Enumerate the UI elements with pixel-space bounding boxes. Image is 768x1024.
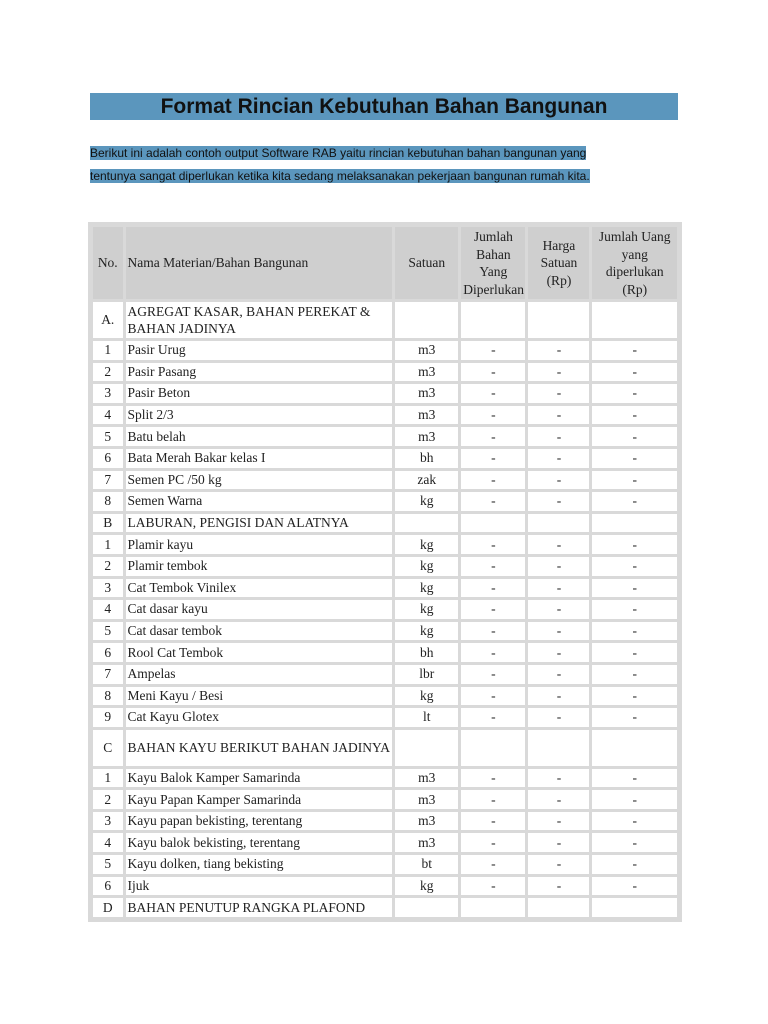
cell-total: -: [592, 341, 677, 360]
intro-paragraph: [90, 142, 680, 188]
cell-unit: m3: [395, 812, 458, 831]
cell-no: 8: [93, 492, 123, 511]
cell-unit: m3: [395, 384, 458, 403]
cell-no: 1: [93, 341, 123, 360]
cell-quantity: -: [461, 708, 525, 727]
cell-total: -: [592, 492, 677, 511]
cell-total: -: [592, 622, 677, 641]
cell-total: -: [592, 579, 677, 598]
cell-no: A.: [93, 302, 123, 338]
cell-quantity: -: [461, 643, 525, 662]
title-banner: [90, 93, 678, 120]
cell-unit: kg: [395, 877, 458, 896]
cell-material-name: Pasir Pasang: [126, 363, 393, 382]
cell-unit-price: -: [528, 492, 589, 511]
cell-no: 4: [93, 600, 123, 619]
cell-no: C: [93, 730, 123, 766]
cell-no: 2: [93, 557, 123, 576]
cell-total: -: [592, 535, 677, 554]
cell-no: 4: [93, 833, 123, 852]
cell-no: 3: [93, 812, 123, 831]
cell-unit: [395, 514, 458, 533]
cell-no: 1: [93, 535, 123, 554]
cell-unit: m3: [395, 769, 458, 788]
cell-quantity: -: [461, 384, 525, 403]
cell-unit-price: -: [528, 384, 589, 403]
cell-quantity: -: [461, 471, 525, 490]
cell-material-name: Kayu Balok Kamper Samarinda: [126, 769, 393, 788]
cell-material-name: Semen Warna: [126, 492, 393, 511]
cell-unit-price: -: [528, 579, 589, 598]
cell-unit-price: -: [528, 769, 589, 788]
cell-unit: m3: [395, 341, 458, 360]
cell-total: -: [592, 427, 677, 446]
cell-no: 6: [93, 643, 123, 662]
cell-unit: zak: [395, 471, 458, 490]
cell-total: -: [592, 643, 677, 662]
cell-material-name: Cat dasar kayu: [126, 600, 393, 619]
cell-unit: m3: [395, 363, 458, 382]
table-row: [93, 622, 677, 641]
cell-total: -: [592, 600, 677, 619]
cell-no: 6: [93, 449, 123, 468]
cell-total: -: [592, 833, 677, 852]
table-section-row: [93, 302, 677, 338]
cell-no: B: [93, 514, 123, 533]
intro-line-1: Berikut ini adalah contoh output Software RAB yaitu rincian kebutuhan bahan bangunan yang: [90, 146, 587, 160]
header-total: Jumlah Uang yang diperlukan (Rp): [592, 227, 677, 299]
table-row: [93, 665, 677, 684]
cell-material-name: Kayu Papan Kamper Samarinda: [126, 790, 393, 809]
cell-quantity: -: [461, 877, 525, 896]
cell-quantity: -: [461, 406, 525, 425]
cell-material-name: Batu belah: [126, 427, 393, 446]
cell-unit-price: -: [528, 877, 589, 896]
table-row: [93, 471, 677, 490]
cell-quantity: [461, 898, 525, 917]
header-unit-price: Harga Satuan (Rp): [528, 227, 589, 299]
cell-quantity: [461, 730, 525, 766]
cell-unit-price: -: [528, 708, 589, 727]
cell-unit-price: -: [528, 855, 589, 874]
cell-no: 3: [93, 579, 123, 598]
cell-unit-price: [528, 514, 589, 533]
cell-unit: m3: [395, 833, 458, 852]
cell-material-name: Plamir kayu: [126, 535, 393, 554]
cell-material-name: BAHAN PENUTUP RANGKA PLAFOND: [126, 898, 393, 917]
cell-unit: bh: [395, 449, 458, 468]
table-row: [93, 833, 677, 852]
cell-unit: [395, 302, 458, 338]
cell-no: 9: [93, 708, 123, 727]
header-unit: Satuan: [395, 227, 458, 299]
cell-unit-price: -: [528, 449, 589, 468]
table-row: [93, 769, 677, 788]
cell-unit-price: [528, 730, 589, 766]
table-row: [93, 687, 677, 706]
cell-total: [592, 302, 677, 338]
cell-no: 5: [93, 427, 123, 446]
cell-quantity: [461, 514, 525, 533]
cell-unit: kg: [395, 687, 458, 706]
table-row: [93, 812, 677, 831]
cell-total: -: [592, 855, 677, 874]
cell-unit-price: [528, 302, 589, 338]
table-row: [93, 341, 677, 360]
cell-total: -: [592, 449, 677, 468]
table-row: [93, 708, 677, 727]
cell-total: -: [592, 769, 677, 788]
cell-material-name: Cat Kayu Glotex: [126, 708, 393, 727]
cell-material-name: AGREGAT KASAR, BAHAN PEREKAT & BAHAN JADINYA: [126, 302, 393, 338]
table-row: [93, 535, 677, 554]
cell-total: [592, 514, 677, 533]
cell-total: -: [592, 471, 677, 490]
cell-total: -: [592, 363, 677, 382]
table-row: [93, 579, 677, 598]
cell-material-name: Cat Tembok Vinilex: [126, 579, 393, 598]
cell-unit-price: -: [528, 643, 589, 662]
cell-quantity: -: [461, 363, 525, 382]
cell-unit: m3: [395, 406, 458, 425]
cell-unit-price: -: [528, 600, 589, 619]
cell-no: 5: [93, 622, 123, 641]
cell-material-name: Pasir Beton: [126, 384, 393, 403]
cell-material-name: Kayu papan bekisting, terentang: [126, 812, 393, 831]
cell-quantity: -: [461, 600, 525, 619]
cell-no: 2: [93, 363, 123, 382]
cell-unit: kg: [395, 557, 458, 576]
cell-total: [592, 730, 677, 766]
cell-unit-price: -: [528, 406, 589, 425]
cell-material-name: Rool Cat Tembok: [126, 643, 393, 662]
cell-unit-price: -: [528, 812, 589, 831]
cell-no: 5: [93, 855, 123, 874]
table-row: [93, 790, 677, 809]
cell-unit-price: -: [528, 363, 589, 382]
table-row: [93, 877, 677, 896]
cell-unit-price: -: [528, 535, 589, 554]
cell-no: 2: [93, 790, 123, 809]
cell-quantity: -: [461, 535, 525, 554]
table-row: [93, 557, 677, 576]
cell-material-name: Kayu balok bekisting, terentang: [126, 833, 393, 852]
table-row: [93, 363, 677, 382]
cell-quantity: -: [461, 790, 525, 809]
table-row: [93, 406, 677, 425]
table-row: [93, 600, 677, 619]
cell-material-name: Ijuk: [126, 877, 393, 896]
cell-material-name: Plamir tembok: [126, 557, 393, 576]
cell-quantity: -: [461, 769, 525, 788]
cell-unit: kg: [395, 622, 458, 641]
cell-quantity: -: [461, 833, 525, 852]
cell-quantity: -: [461, 557, 525, 576]
cell-unit: kg: [395, 579, 458, 598]
cell-unit: [395, 730, 458, 766]
table-row: [93, 384, 677, 403]
table-row: [93, 643, 677, 662]
cell-material-name: LABURAN, PENGISI DAN ALATNYA: [126, 514, 393, 533]
cell-total: -: [592, 665, 677, 684]
cell-material-name: Split 2/3: [126, 406, 393, 425]
materials-table-container: [88, 222, 682, 922]
cell-quantity: -: [461, 812, 525, 831]
cell-material-name: BAHAN KAYU BERIKUT BAHAN JADINYA: [126, 730, 393, 766]
table-row: [93, 427, 677, 446]
cell-total: -: [592, 812, 677, 831]
table-row: [93, 449, 677, 468]
table-row: [93, 855, 677, 874]
cell-no: D: [93, 898, 123, 917]
cell-unit-price: -: [528, 687, 589, 706]
cell-quantity: -: [461, 665, 525, 684]
cell-unit-price: -: [528, 622, 589, 641]
cell-quantity: -: [461, 427, 525, 446]
table-section-row: [93, 898, 677, 917]
cell-unit: m3: [395, 790, 458, 809]
cell-unit: kg: [395, 535, 458, 554]
cell-material-name: Semen PC /50 kg: [126, 471, 393, 490]
cell-no: 7: [93, 471, 123, 490]
header-quantity: Jumlah Bahan Yang Diperlukan: [461, 227, 525, 299]
cell-unit-price: -: [528, 833, 589, 852]
cell-total: -: [592, 557, 677, 576]
cell-total: [592, 898, 677, 917]
table-header-row: [93, 227, 677, 299]
cell-material-name: Cat dasar tembok: [126, 622, 393, 641]
cell-unit: lt: [395, 708, 458, 727]
cell-material-name: Meni Kayu / Besi: [126, 687, 393, 706]
cell-unit-price: -: [528, 471, 589, 490]
header-name: Nama Materian/Bahan Bangunan: [126, 227, 393, 299]
cell-no: 3: [93, 384, 123, 403]
cell-quantity: -: [461, 855, 525, 874]
cell-quantity: -: [461, 579, 525, 598]
cell-quantity: -: [461, 449, 525, 468]
cell-unit: bh: [395, 643, 458, 662]
cell-total: -: [592, 708, 677, 727]
cell-unit: kg: [395, 492, 458, 511]
cell-no: 8: [93, 687, 123, 706]
cell-unit-price: [528, 898, 589, 917]
cell-unit-price: -: [528, 427, 589, 446]
cell-unit: [395, 898, 458, 917]
table-section-row: [93, 730, 677, 766]
cell-unit: lbr: [395, 665, 458, 684]
cell-no: 6: [93, 877, 123, 896]
cell-unit-price: -: [528, 665, 589, 684]
cell-quantity: -: [461, 622, 525, 641]
header-no: No.: [93, 227, 123, 299]
cell-quantity: -: [461, 492, 525, 511]
cell-total: -: [592, 406, 677, 425]
cell-quantity: -: [461, 687, 525, 706]
cell-unit: kg: [395, 600, 458, 619]
cell-material-name: Pasir Urug: [126, 341, 393, 360]
cell-no: 7: [93, 665, 123, 684]
materials-table: [90, 224, 680, 920]
intro-line-2: tentunya sangat diperlukan ketika kita sedang melaksanakan pekerjaan bangunan rumah kita.: [90, 169, 590, 183]
table-body: [93, 302, 677, 917]
cell-material-name: Kayu dolken, tiang bekisting: [126, 855, 393, 874]
cell-total: -: [592, 790, 677, 809]
cell-unit-price: -: [528, 557, 589, 576]
cell-material-name: Bata Merah Bakar kelas I: [126, 449, 393, 468]
cell-unit-price: -: [528, 341, 589, 360]
cell-total: -: [592, 877, 677, 896]
table-section-row: [93, 514, 677, 533]
cell-quantity: [461, 302, 525, 338]
cell-unit-price: -: [528, 790, 589, 809]
cell-total: -: [592, 384, 677, 403]
cell-total: -: [592, 687, 677, 706]
cell-no: 1: [93, 769, 123, 788]
cell-unit: m3: [395, 427, 458, 446]
page-title: Format Rincian Kebutuhan Bahan Bangunan: [160, 94, 608, 118]
cell-no: 4: [93, 406, 123, 425]
cell-quantity: -: [461, 341, 525, 360]
cell-unit: bt: [395, 855, 458, 874]
table-row: [93, 492, 677, 511]
cell-material-name: Ampelas: [126, 665, 393, 684]
